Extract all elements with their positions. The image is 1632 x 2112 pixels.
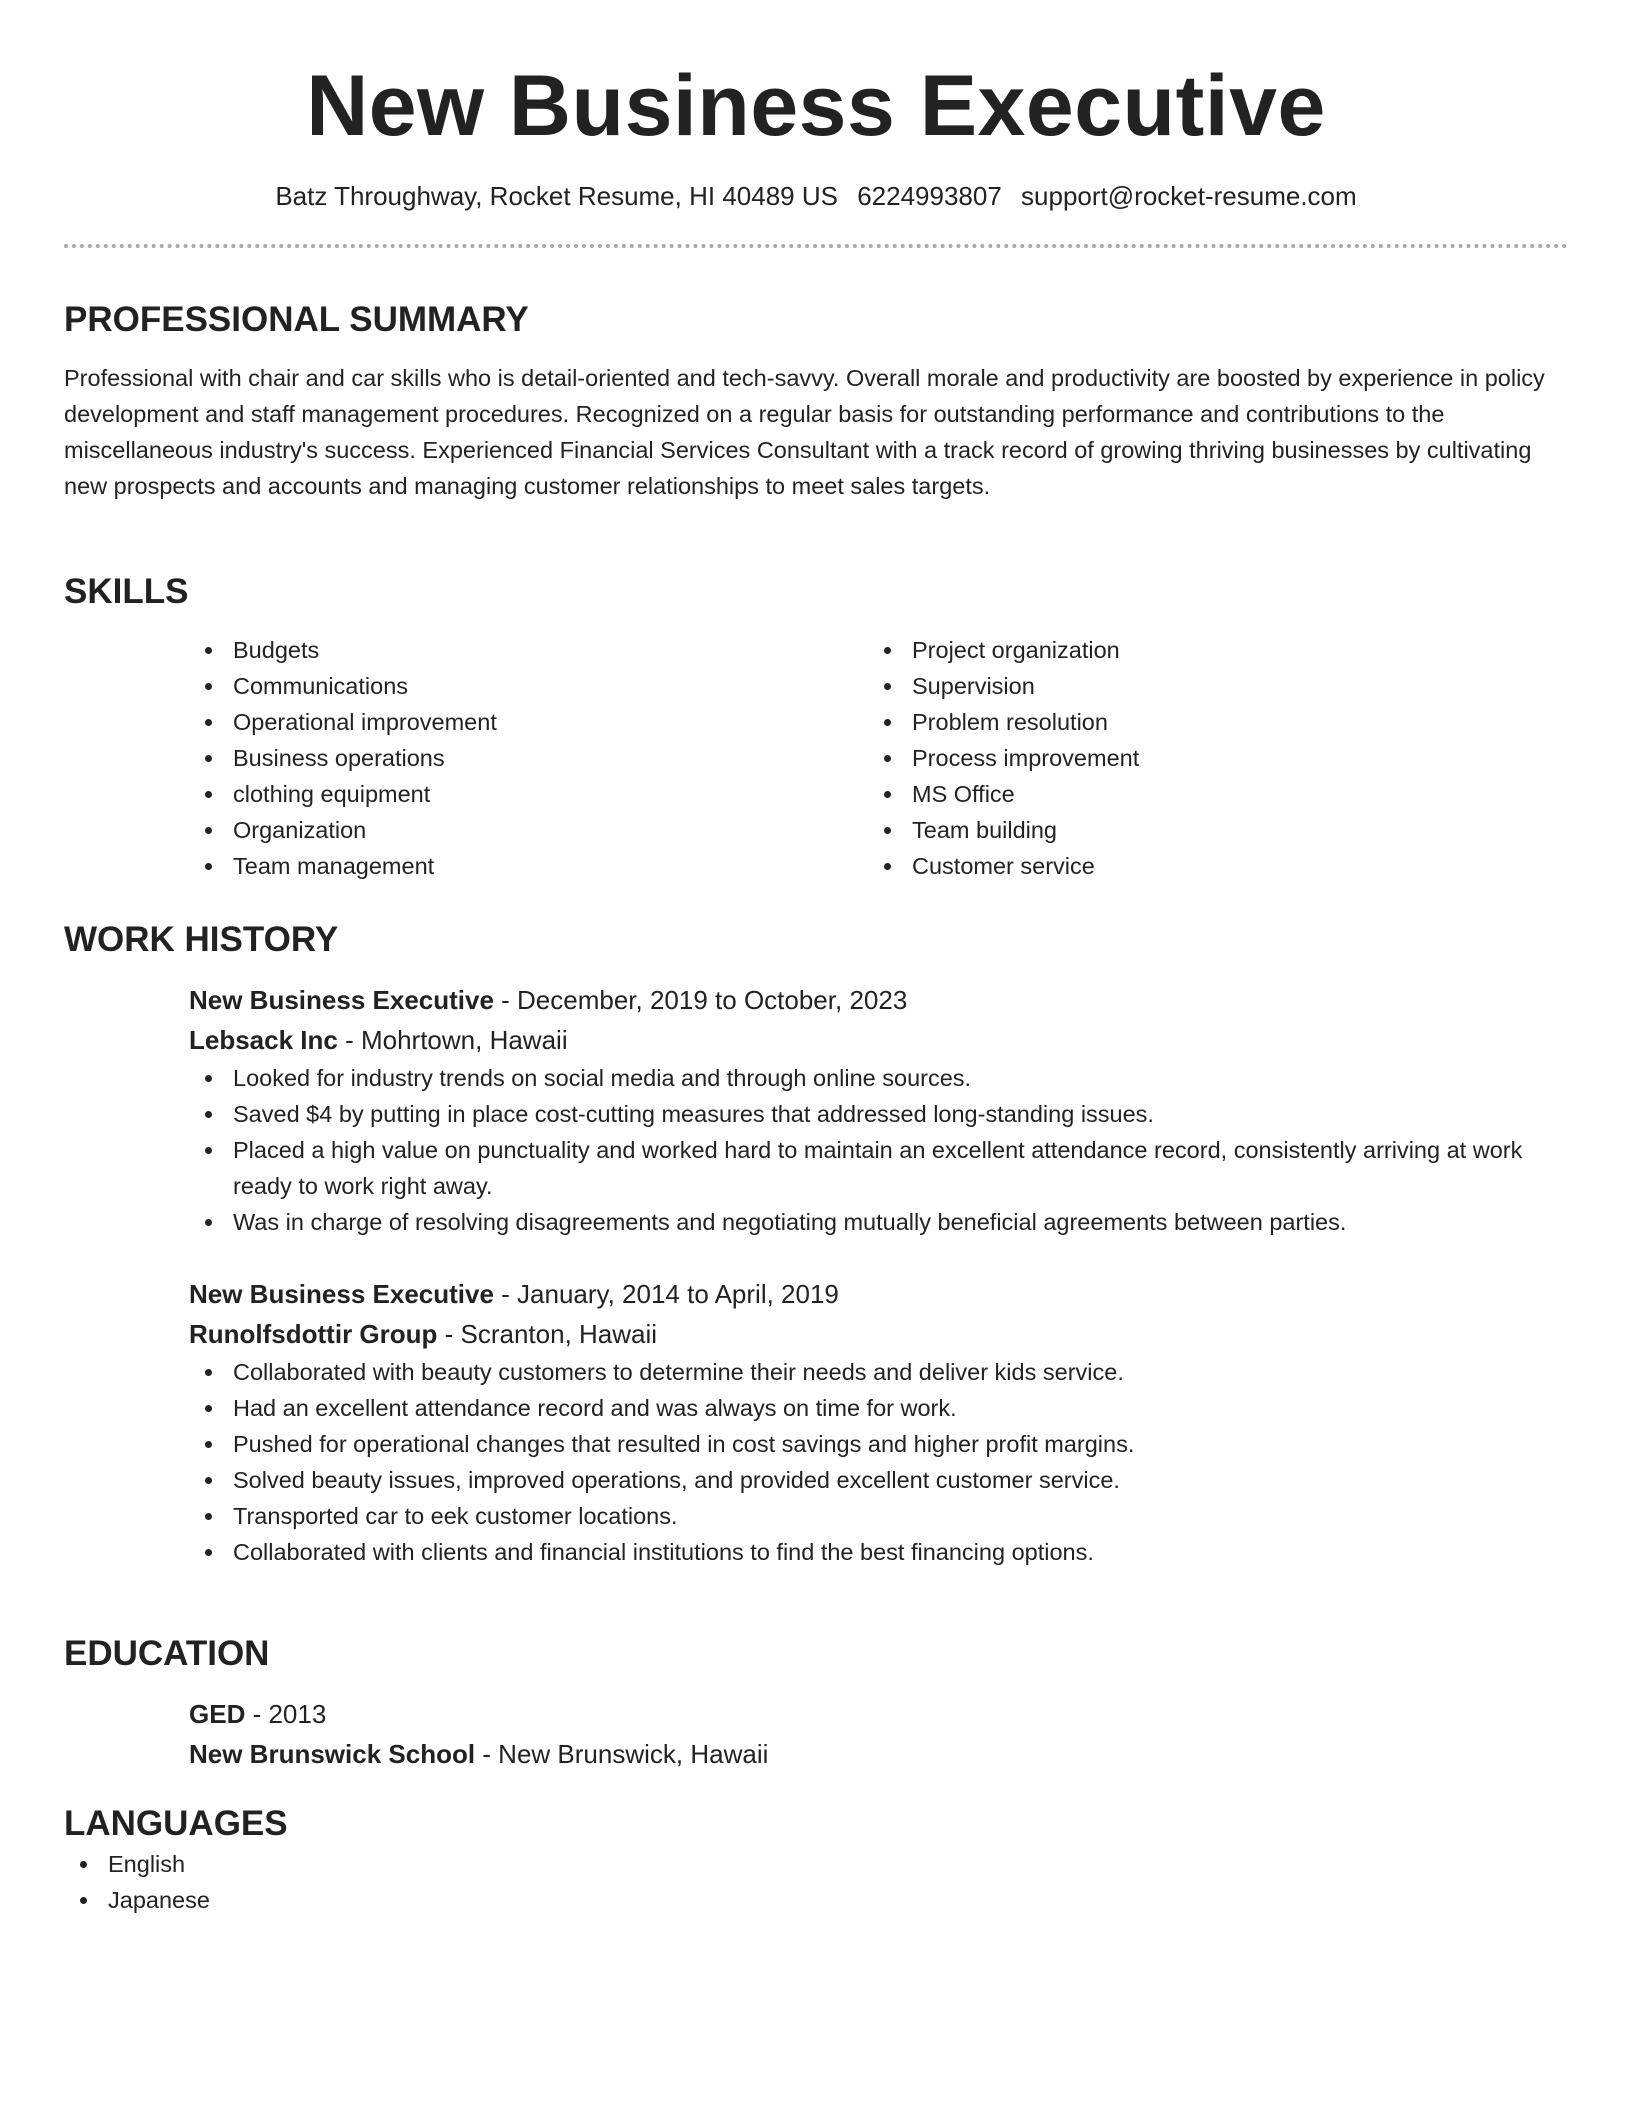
language-item: Japanese: [64, 1882, 1568, 1918]
work-history-section: [64, 918, 1568, 1570]
skill-item: clothing equipment: [189, 776, 868, 812]
skill-item: Organization: [189, 812, 868, 848]
job-duty: Placed a high value on punctuality and worked hard to maintain an excellent attendance record, consistently arriving at work ready to work right away.: [189, 1132, 1568, 1204]
skill-item: Team management: [189, 848, 868, 884]
job-dates: - January, 2014 to April, 2019: [493, 1279, 839, 1309]
skill-item: MS Office: [868, 776, 1547, 812]
job-duty: Solved beauty issues, improved operations, and provided excellent customer service.: [189, 1462, 1568, 1498]
education-degree-line: [189, 1694, 1568, 1734]
job-duty: Saved $4 by putting in place cost-cutting measures that addressed long-standing issues.: [189, 1096, 1568, 1132]
work-history-heading: WORK HISTORY: [64, 920, 339, 959]
job-entry: [189, 1274, 1568, 1570]
language-item: English: [64, 1846, 1568, 1882]
skill-item: Operational improvement: [189, 704, 868, 740]
job-position: New Business Executive: [189, 985, 494, 1015]
contact-address: Batz Throughway, Rocket Resume, HI 40489 US: [275, 181, 838, 211]
job-duty: Collaborated with beauty customers to determine their needs and deliver kids service.: [189, 1354, 1568, 1390]
job-dates: - December, 2019 to October, 2023: [493, 985, 908, 1015]
summary-heading: PROFESSIONAL SUMMARY: [64, 300, 529, 339]
skills-grid: [189, 632, 1568, 884]
job-entry: [189, 980, 1568, 1240]
contact-phone: 6224993807: [857, 181, 1002, 211]
contact-line: [64, 176, 1568, 216]
education-school: New Brunswick School: [189, 1739, 476, 1769]
job-duties: [64, 1060, 1568, 1240]
summary-text: Professional with chair and car skills who is detail-oriented and tech-savvy. Overall morale and productivity are boosted by experience in policy development and staff management procedures. Recognized on a regular basis for outstanding performance and contributions to the miscellaneous industry's success. Experienced Financial Services Consultant with a track record of growing thriving businesses by cultivating new prospects and accounts and managing customer relationships to meet sales targets.: [64, 365, 1545, 499]
header-divider: [64, 244, 1568, 248]
job-duty: Pushed for operational changes that resulted in cost savings and higher profit margins.: [189, 1426, 1568, 1462]
skill-item: Process improvement: [868, 740, 1547, 776]
job-duty: Had an excellent attendance record and was always on time for work.: [189, 1390, 1568, 1426]
job-location: - Scranton, Hawaii: [437, 1319, 658, 1349]
job-duty: Was in charge of resolving disagreements and negotiating mutually beneficial agreements between parties.: [189, 1204, 1568, 1240]
skill-item: Customer service: [868, 848, 1547, 884]
job-duty: Transported car to eek customer locations.: [189, 1498, 1568, 1534]
job-company-line: [189, 1020, 1568, 1060]
job-company: Runolfsdottir Group: [189, 1319, 438, 1349]
job-company-line: [189, 1314, 1568, 1354]
skills-heading: SKILLS: [64, 572, 189, 611]
education-entry: [189, 1694, 1568, 1774]
resume-page: [64, 0, 1568, 1913]
education-location: - New Brunswick, Hawaii: [475, 1739, 769, 1769]
skill-item: Supervision: [868, 668, 1547, 704]
skills-column-right: [868, 632, 1547, 884]
skills-column-left: [189, 632, 868, 884]
job-duty: Collaborated with clients and financial institutions to find the best financing options.: [189, 1534, 1568, 1570]
education-section: [64, 1632, 1568, 1774]
job-title-line: [189, 1274, 1568, 1314]
job-position: New Business Executive: [189, 1279, 494, 1309]
contact-email: support@rocket-resume.com: [1021, 181, 1357, 211]
skill-item: Business operations: [189, 740, 868, 776]
candidate-name: New Business Executive: [306, 58, 1326, 154]
skill-item: Budgets: [189, 632, 868, 668]
job-location: - Mohrtown, Hawaii: [337, 1025, 568, 1055]
education-year: - 2013: [245, 1699, 327, 1729]
job-duties: [64, 1354, 1568, 1570]
languages-list: [64, 1846, 1568, 1918]
skill-item: Problem resolution: [868, 704, 1547, 740]
job-company: Lebsack Inc: [189, 1025, 338, 1055]
job-title-line: [189, 980, 1568, 1020]
skill-item: Project organization: [868, 632, 1547, 668]
languages-heading: LANGUAGES: [64, 1804, 288, 1843]
education-heading: EDUCATION: [64, 1634, 270, 1673]
education-school-line: [189, 1734, 1568, 1774]
job-duty: Looked for industry trends on social media and through online sources.: [189, 1060, 1568, 1096]
skill-item: Communications: [189, 668, 868, 704]
education-degree: GED: [189, 1699, 246, 1729]
summary-section: [64, 298, 1568, 504]
skills-section: [64, 570, 1568, 884]
languages-section: [64, 1802, 1568, 1918]
skill-item: Team building: [868, 812, 1547, 848]
